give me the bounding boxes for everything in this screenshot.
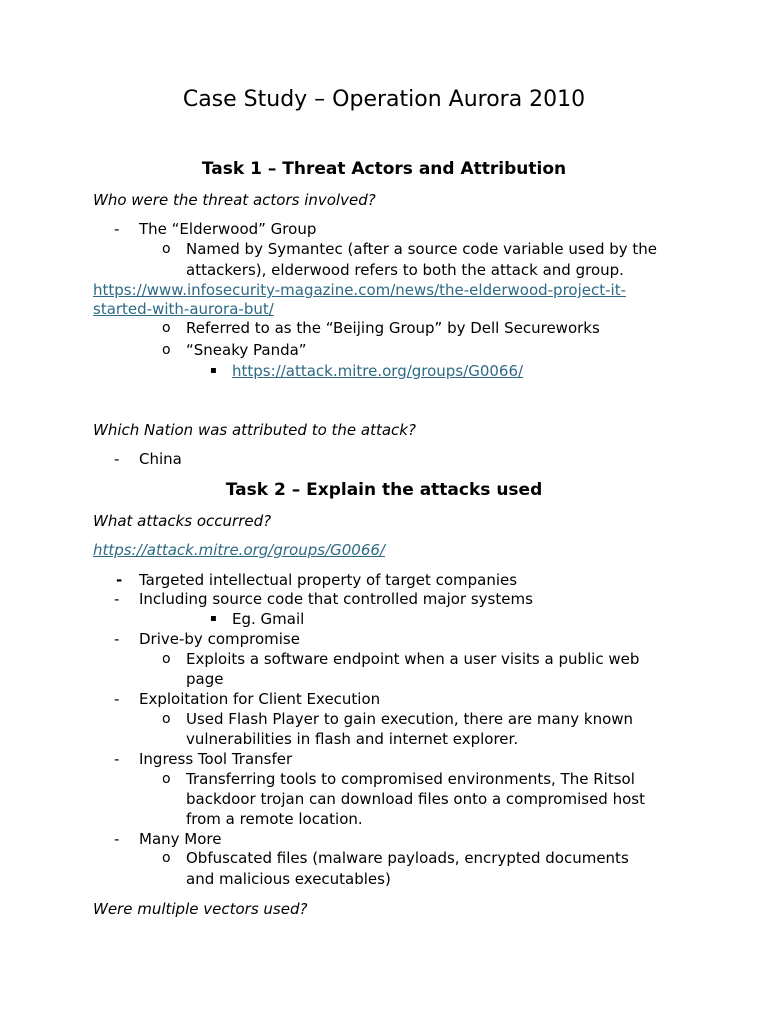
circle-bullet: o: [162, 320, 171, 336]
list-item-elderwood: The “Elderwood” Group: [139, 220, 317, 238]
mitre-link-task2[interactable]: https://attack.mitre.org/groups/G0066/: [93, 541, 385, 559]
list-item-many-more: Many More: [139, 830, 222, 848]
dash-bullet: -: [114, 590, 120, 608]
sub-item-drive-by-line2: page: [186, 670, 224, 688]
circle-bullet: o: [162, 651, 171, 667]
circle-bullet: o: [162, 241, 171, 257]
infosecurity-link-line1[interactable]: https://www.infosecurity-magazine.com/news/the-elderwood-project-it-: [93, 281, 626, 299]
sub-item-drive-by-line1: Exploits a software endpoint when a user visits a public web: [186, 650, 640, 668]
infosecurity-link-line2[interactable]: started-with-aurora-but/: [93, 300, 274, 318]
sub-item-obfuscated-line1: Obfuscated files (malware payloads, encrypted documents: [186, 849, 629, 867]
task1-question-nation: Which Nation was attributed to the attack?: [93, 421, 416, 439]
task1-question-actors: Who were the threat actors involved?: [93, 191, 376, 209]
list-item-source-code: Including source code that controlled major systems: [139, 590, 533, 608]
sub-item-symantec-line2: attackers), elderwood refers to both the attack and group.: [186, 261, 624, 279]
task1-heading: Task 1 – Threat Actors and Attribution: [201, 159, 567, 179]
sub-item-symantec-line1: Named by Symantec (after a source code variable used by the: [186, 240, 658, 258]
sub-item-sneaky-panda: “Sneaky Panda”: [186, 341, 307, 359]
dash-bullet: -: [114, 450, 120, 468]
list-item-client-execution: Exploitation for Client Execution: [139, 690, 381, 708]
list-item-ingress-tool: Ingress Tool Transfer: [139, 750, 293, 768]
list-item-ip: Targeted intellectual property of target companies: [139, 571, 518, 589]
sub-item-gmail: Eg. Gmail: [232, 610, 305, 628]
circle-bullet: o: [162, 850, 171, 866]
square-bullet: ▪: [210, 613, 217, 624]
list-item-china: China: [139, 450, 182, 468]
dash-bullet: -: [114, 830, 120, 848]
dash-bullet: -: [114, 630, 120, 648]
dash-bullet: -: [114, 220, 120, 238]
sub-item-ritsol-line3: from a remote location.: [186, 810, 363, 828]
circle-bullet: o: [162, 771, 171, 787]
sub-item-flash-line1: Used Flash Player to gain execution, there are many known: [186, 710, 634, 728]
sub-item-ritsol-line1: Transferring tools to compromised environments, The Ritsol: [186, 770, 635, 788]
task2-question-attacks: What attacks occurred?: [93, 512, 272, 530]
dash-bullet: -: [114, 750, 120, 768]
sub-item-beijing-group: Referred to as the “Beijing Group” by Dell Secureworks: [186, 319, 600, 337]
dash-bullet: -: [116, 571, 123, 589]
mitre-link-sneaky-panda[interactable]: https://attack.mitre.org/groups/G0066/: [232, 362, 524, 380]
dash-bullet: -: [114, 690, 120, 708]
square-bullet: ▪: [210, 365, 217, 376]
sub-item-obfuscated-line2: and malicious executables): [186, 870, 391, 888]
sub-item-flash-line2: vulnerabilities in flash and internet explorer.: [186, 730, 519, 748]
circle-bullet: o: [162, 342, 171, 358]
circle-bullet: o: [162, 711, 171, 727]
document-title: Case Study – Operation Aurora 2010: [182, 87, 586, 112]
task2-heading: Task 2 – Explain the attacks used: [225, 480, 543, 500]
task2-question-vectors: Were multiple vectors used?: [93, 900, 308, 918]
sub-item-ritsol-line2: backdoor trojan can download files onto a compromised host: [186, 790, 645, 808]
list-item-drive-by: Drive-by compromise: [139, 630, 300, 648]
